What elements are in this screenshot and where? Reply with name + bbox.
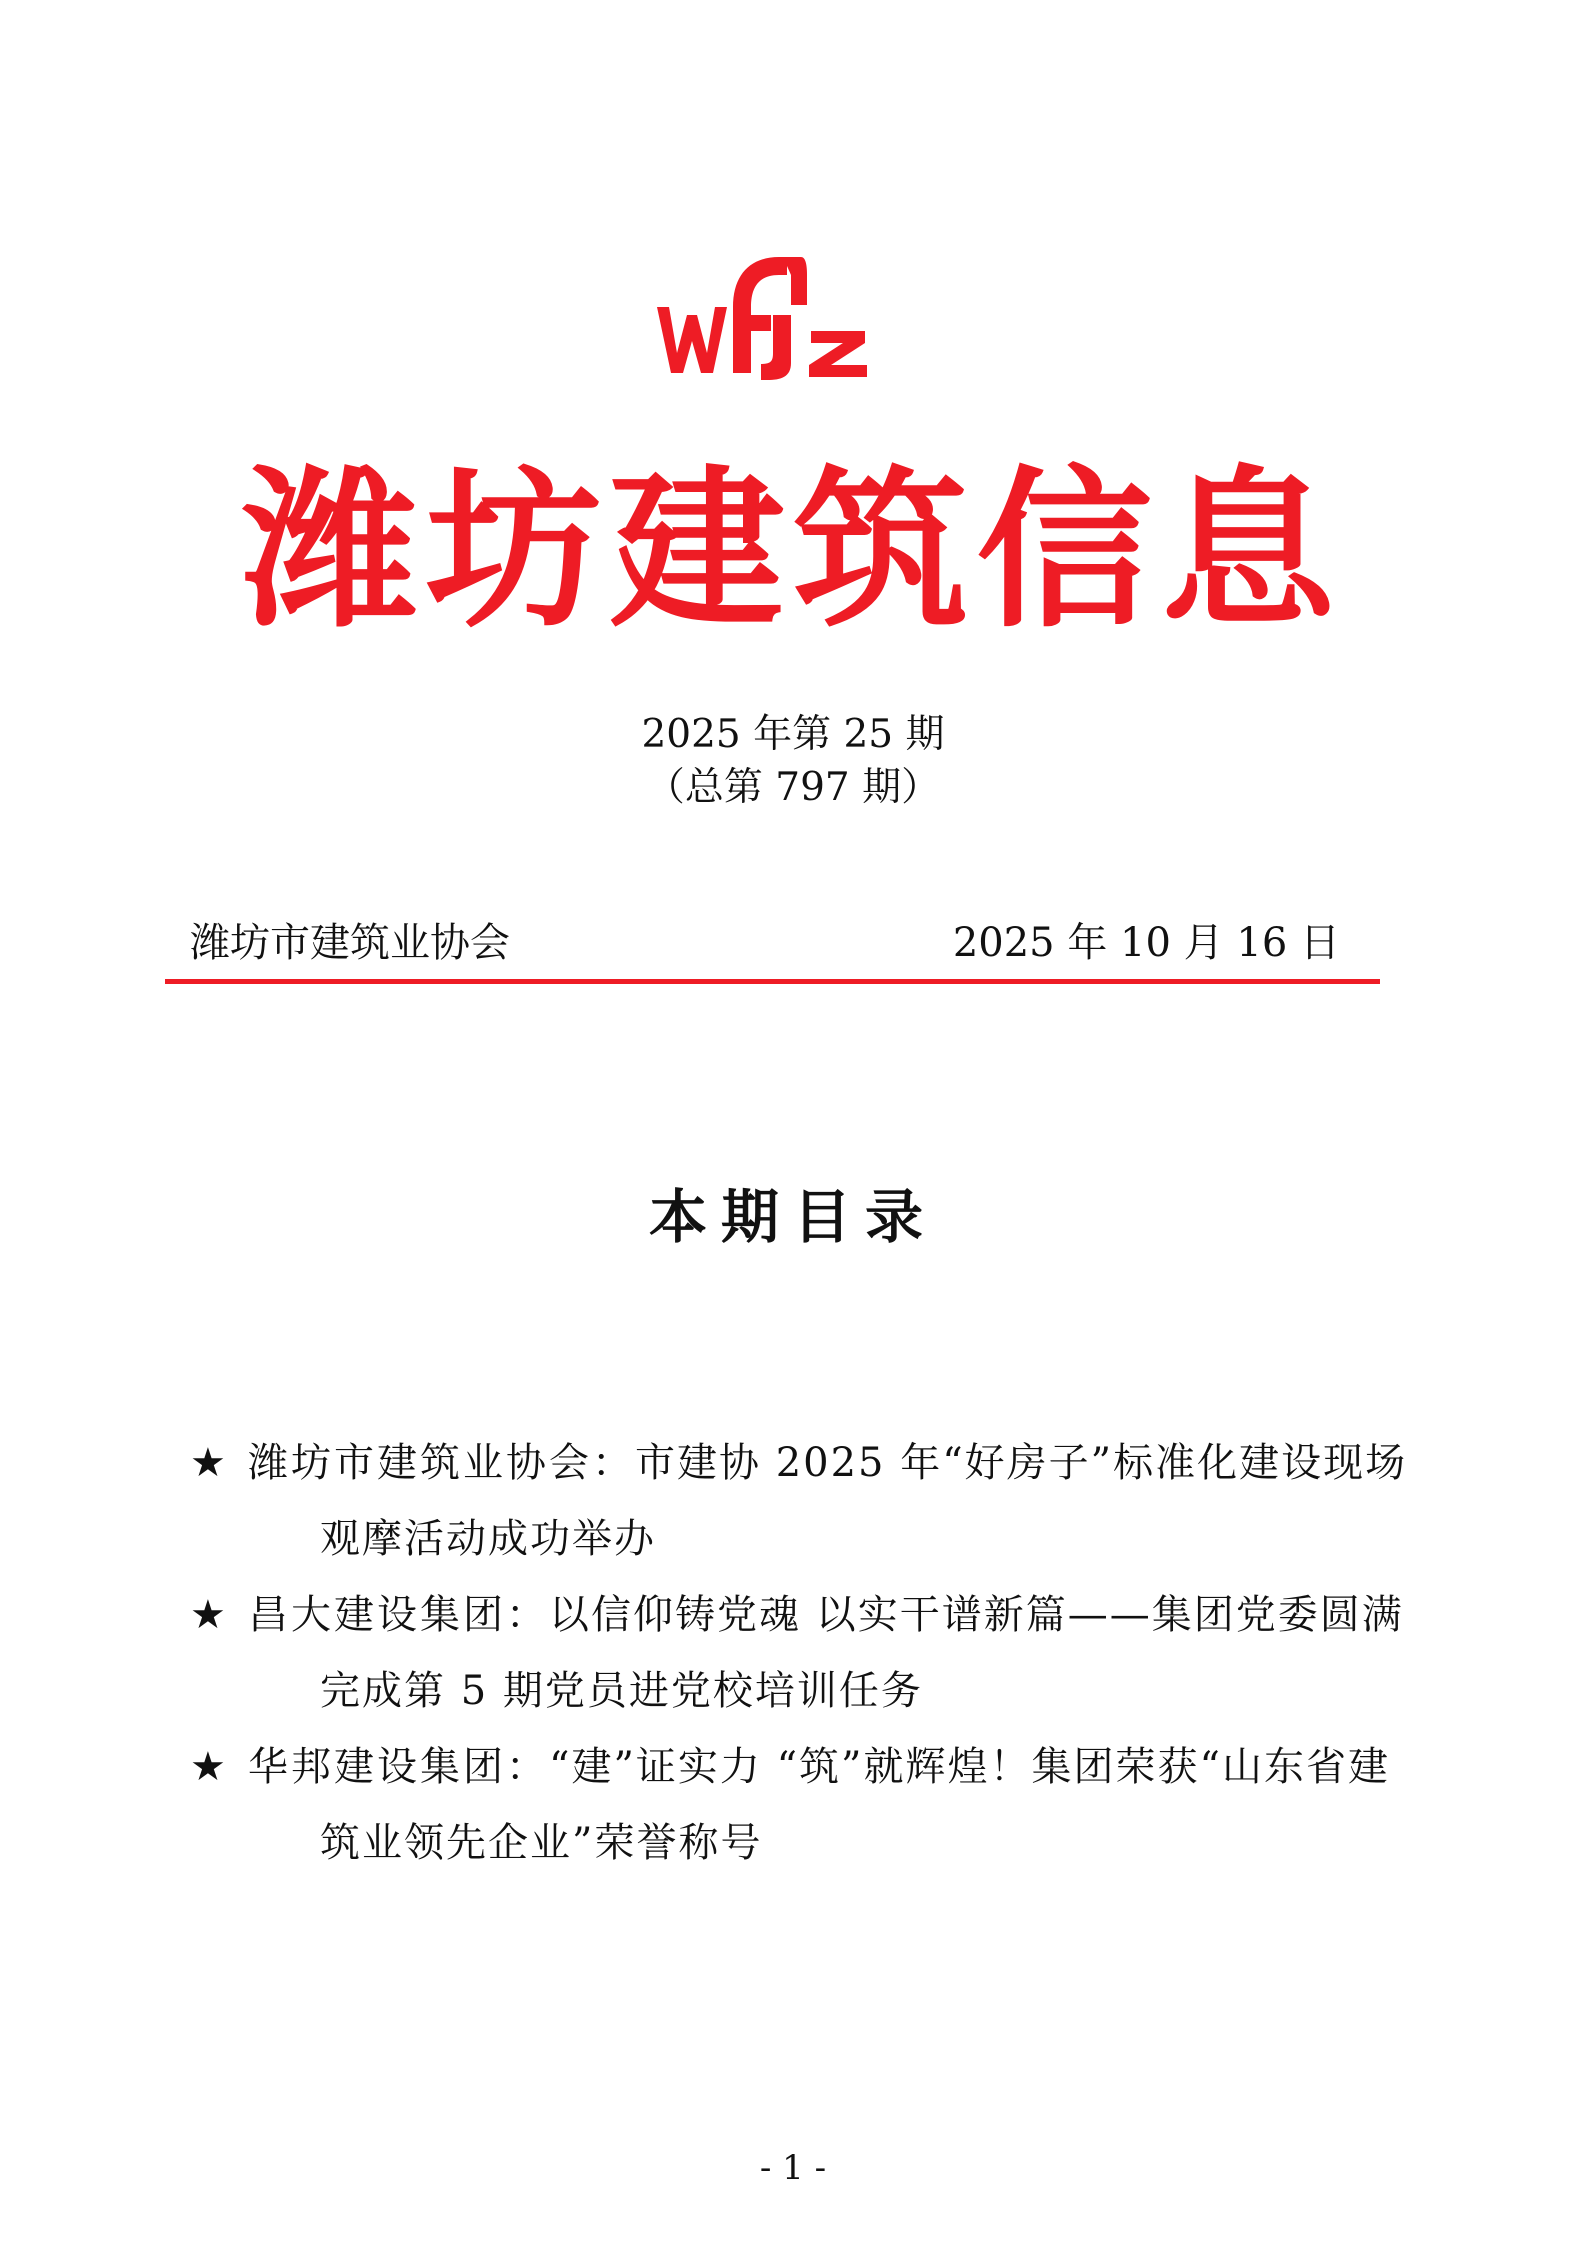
- toc-item-title: 以信仰铸党魂 以实干谱新篇——集团党委圆满完成第 5 期党员进党校培训任务: [320, 1592, 1404, 1714]
- toc-item-org: 潍坊市建筑业协会：: [248, 1440, 635, 1486]
- toc-item-title: 市建协 2025 年“好房子”标准化建设现场观摩活动成功举办: [320, 1440, 1408, 1562]
- wfjz-logo: [655, 245, 870, 380]
- toc-item-org: 昌大建设集团：: [248, 1592, 549, 1638]
- toc-item-org: 华邦建设集团：: [248, 1744, 549, 1790]
- toc-title: 本期目录: [648, 1183, 937, 1251]
- star-icon: ★: [190, 1440, 226, 1486]
- toc-item-title: “建”证实力 “筑”就辉煌！集团荣获“山东省建筑业领先企业”荣誉称号: [320, 1744, 1390, 1866]
- star-icon: ★: [190, 1744, 226, 1790]
- page-number: - 1 -: [759, 2148, 827, 2188]
- toc-list: [190, 1425, 1415, 1881]
- publisher-org: 潍坊市建筑业协会: [190, 920, 510, 966]
- issue-number: 2025 年第 25 期: [641, 712, 945, 757]
- issue-total-number: （总第 797 期）: [645, 765, 941, 810]
- toc-item: [190, 1577, 1415, 1729]
- toc-item: [190, 1729, 1415, 1881]
- publish-date: 2025 年 10 月 16 日: [952, 920, 1340, 966]
- star-icon: ★: [190, 1592, 226, 1638]
- toc-item: [190, 1425, 1415, 1577]
- publisher-row: [190, 918, 1340, 968]
- masthead-title: 潍坊建筑信息: [242, 448, 1344, 651]
- red-divider: [165, 979, 1380, 984]
